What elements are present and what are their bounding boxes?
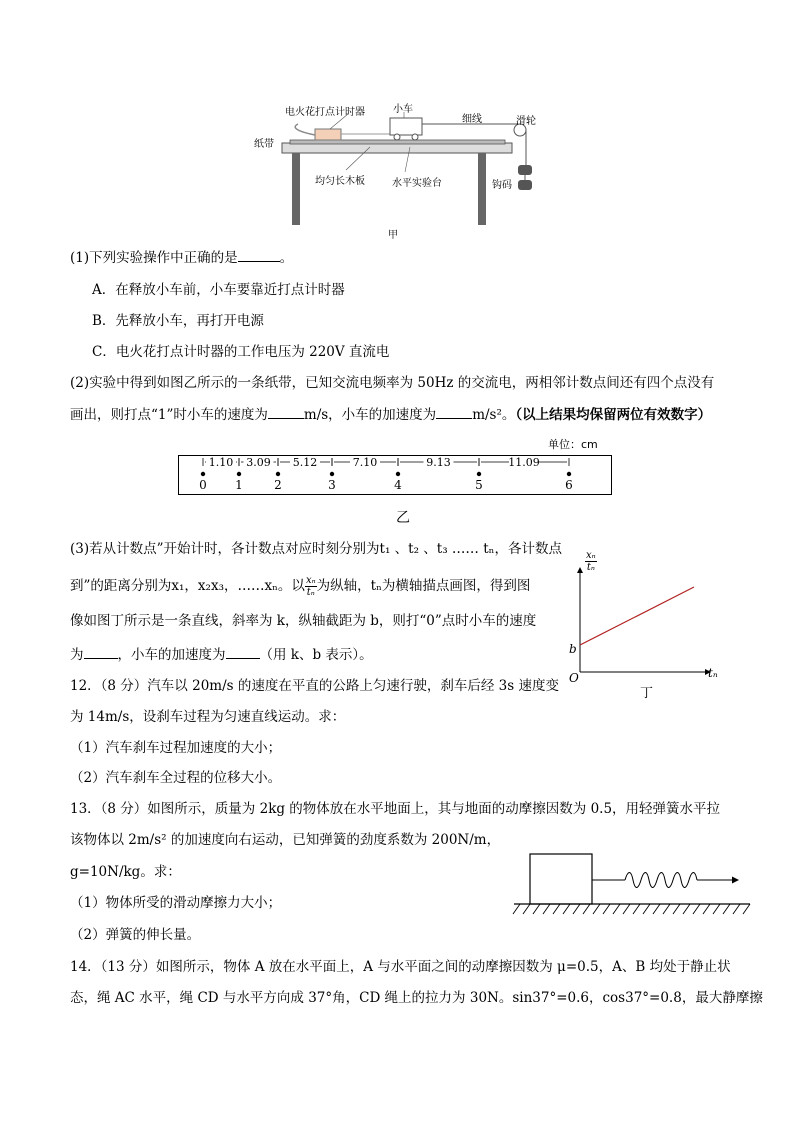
q11-1-option-b: B．先释放小车，再打开电源 — [92, 313, 264, 329]
graph-y-label: $\frac{\text{xₙ}}{\text{tₙ}}$ — [586, 550, 596, 573]
tape-marks — [178, 455, 612, 495]
tape-point-label: 2 — [274, 478, 282, 492]
tape-figure — [178, 436, 612, 528]
q11-1-option-c: C．电火花打点计时器的工作电压为 220V 直流电 — [92, 344, 390, 360]
label-string: 细线 — [462, 114, 482, 125]
q11-3-line1: (3)若从计数点”开始计时，各计数点对应时刻分别为t₁ 、t₂ 、t₃ …… tₙ，各计数点 — [70, 541, 562, 557]
tape-point-label: 4 — [394, 478, 402, 492]
figure-caption-jia: 甲 — [388, 230, 398, 241]
q13-line3: g=10N/kg。求： — [70, 864, 181, 880]
label-table: 水平实验台 — [392, 178, 442, 189]
spring-block-drawing — [510, 850, 755, 920]
tape-point-3 — [330, 472, 334, 476]
label-weight: 钩码 — [492, 180, 512, 191]
q13-sub1: （1）物体所受的滑动摩擦力大小； — [70, 895, 282, 911]
tape-point-label: 1 — [235, 478, 243, 492]
tape-point-2 — [276, 472, 280, 476]
q11-3-line3: 像如图丁所示是一条直线，斜率为 k，纵轴截距为 b，则打“0”点时小车的速度 — [70, 613, 537, 629]
label-board: 均匀长木板 — [315, 176, 365, 187]
answer-blank — [226, 644, 260, 659]
tape-segment-label: 9.13 — [426, 456, 451, 469]
tape-segment-label: 11.09 — [508, 456, 540, 469]
q11-3-line2: 到”的距离分别为x₁，x₂x₃，……xₙ。以 $\frac{\text{xₙ}}{\text{tₙ}}$ 为纵轴，tₙ为横轴描点画图，得到图 — [70, 575, 531, 598]
answer-blank — [436, 404, 472, 419]
answer-blank — [268, 404, 304, 419]
tape-segment-label: 3.09 — [246, 456, 271, 469]
tape-segment-label: 5.12 — [292, 456, 318, 469]
q12-sub1: （1）汽车刹车过程加速度的大小； — [70, 740, 282, 756]
label-pulley: 滑轮 — [516, 116, 536, 127]
tape-point-1 — [237, 472, 241, 476]
q11-2-line1: (2)实验中得到如图乙所示的一条纸带，已知交流电频率为 50Hz 的交流电，两相邻计数点间还有四个点没有 — [70, 375, 715, 391]
tape-point-label: 3 — [328, 478, 336, 492]
tape-point-6 — [567, 472, 571, 476]
tape-point-0 — [201, 472, 205, 476]
q12-line2: 为 14m/s，设刹车过程为匀速直线运动。求： — [70, 709, 346, 725]
label-tape: 纸带 — [254, 139, 274, 150]
graph-caption: 丁 — [640, 686, 654, 701]
graph-origin: O — [569, 671, 579, 685]
q11-2-line2: 画出，则打点“1”时小车的速度为 m/s，小车的加速度为 m/s²。（以上结果均保留两位有效数字） — [70, 404, 711, 425]
q12-line1: 12．（8 分）汽车以 20m/s 的速度在平直的公路上匀速行驶，刹车后经 3s 速度变 — [70, 678, 559, 694]
graph-ding — [560, 548, 730, 701]
tape-point-4 — [396, 472, 400, 476]
label-timer: 电火花打点计时器 — [285, 107, 365, 118]
graph-intercept: b — [569, 642, 577, 656]
tape-segment-label: 7.10 — [352, 456, 378, 469]
tape-segment-label: 1.10 — [208, 456, 234, 469]
tape-point-label: 0 — [199, 478, 207, 492]
tape-caption: 乙 — [396, 510, 410, 526]
q13-line1: 13．（8 分）如图所示，质量为 2kg 的物体放在水平地面上，其与地面的动摩擦因数为 0.5，用轻弹簧水平拉 — [70, 801, 721, 817]
tape-point-label: 6 — [565, 478, 573, 492]
q13-sub2: （2）弹簧的伸长量。 — [70, 927, 201, 943]
q11-1-option-a: A．在释放小车前，小车要靠近打点计时器 — [92, 282, 345, 298]
apparatus-drawing — [250, 100, 550, 240]
q14-line1: 14．（13 分）如图所示，物体 A 放在水平面上，A 与水平面之间的动摩擦因数为 μ=0.5，A、B 均处于静止状 — [70, 959, 731, 975]
answer-blank — [84, 644, 118, 659]
q11-1-stem: (1)下列实验操作中正确的是 。 — [70, 247, 293, 268]
spring-block-figure — [510, 850, 755, 920]
graph-x-label: tₙ — [708, 666, 718, 680]
q14-line2: 态，绳 AC 水平，绳 CD 与水平方向成 37°角，CD 绳上的拉力为 30N。sin37°=0.6，cos37°=0.8，最大静摩擦 — [70, 990, 763, 1006]
apparatus-figure — [250, 100, 550, 240]
q11-3-line4: 为 ，小车的加速度为 （用 k、b 表示）。 — [70, 644, 373, 665]
q13-line2: 该物体以 2m/s² 的加速度向右运动，已知弹簧的劲度系数为 200N/m， — [70, 832, 501, 848]
xn-over-tn: $\frac{\text{xₙ}}{\text{tₙ}}$ — [305, 575, 316, 598]
tape-unit: 单位：cm — [548, 438, 598, 451]
tape-point-label: 5 — [475, 478, 483, 492]
tape-point-5 — [477, 472, 481, 476]
label-car: 小车 — [393, 104, 413, 115]
answer-blank — [238, 247, 280, 262]
q12-sub2: （2）汽车刹车全过程的位移大小。 — [70, 770, 282, 786]
